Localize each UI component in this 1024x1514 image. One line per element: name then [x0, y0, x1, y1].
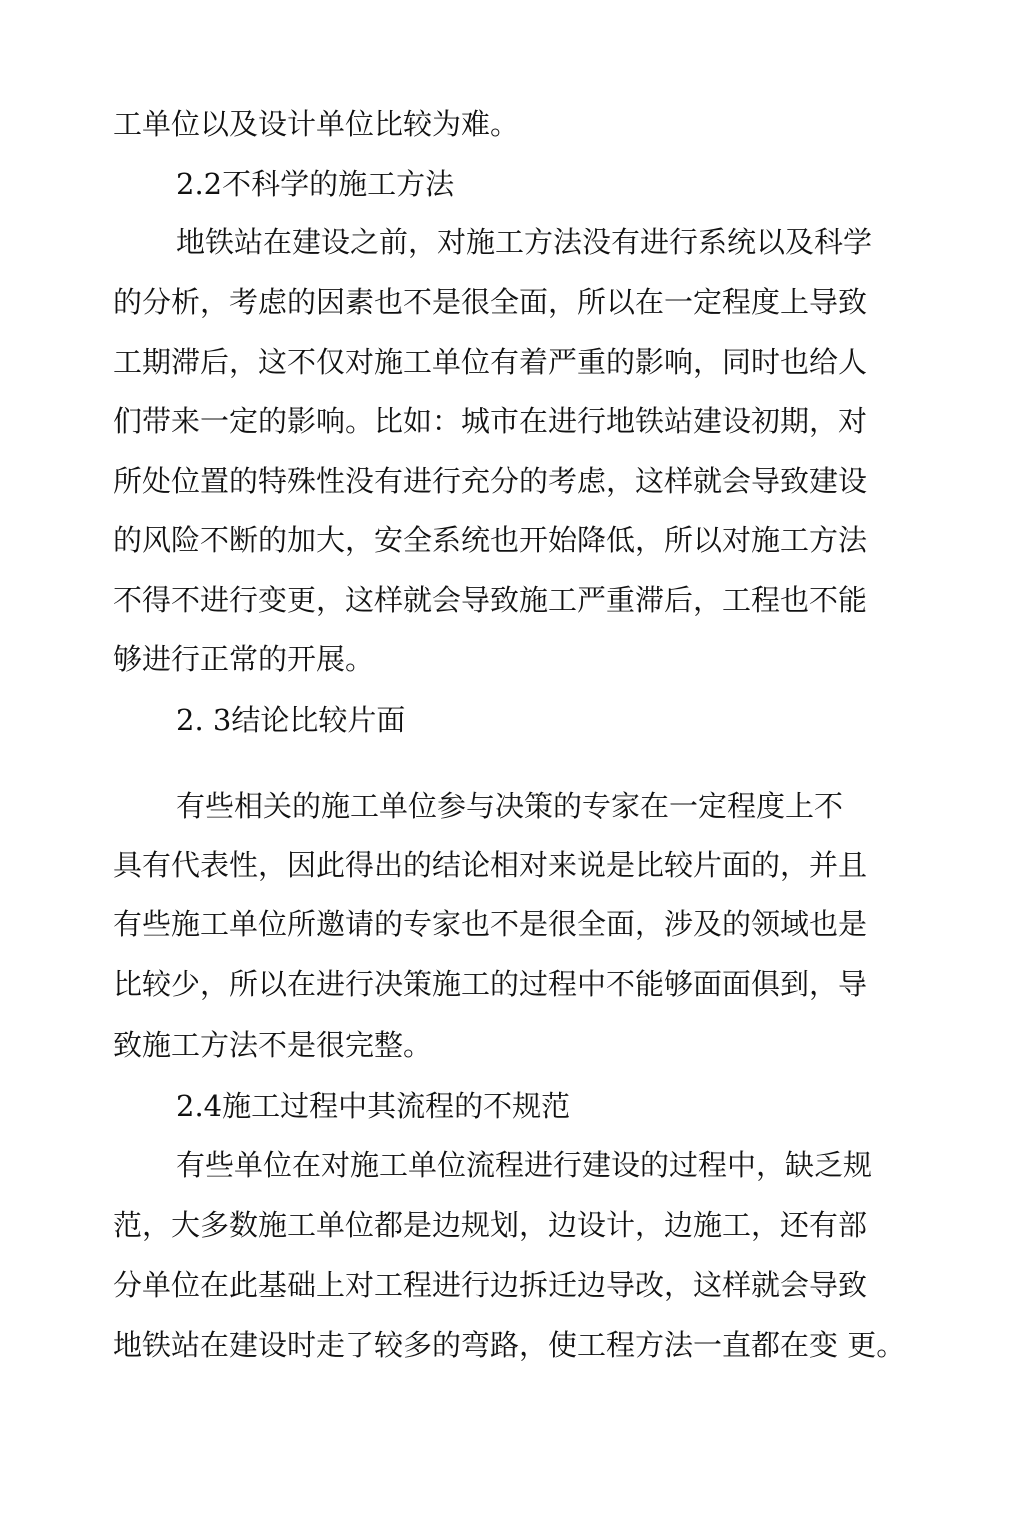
- section-heading: 2.2不科学的施工方法: [176, 167, 455, 201]
- paragraph-line: 们带来一定的影响。比如：城市在进行地铁站建设初期，对: [113, 404, 868, 438]
- paragraph-line: 分单位在此基础上对工程进行边拆迁边导改，这样就会导致: [113, 1268, 868, 1302]
- paragraph-line: 有些施工单位所邀请的专家也不是很全面，涉及的领域也是: [113, 907, 868, 941]
- section-heading: 2.4施工过程中其流程的不规范: [176, 1089, 571, 1123]
- paragraph-line: 的风险不断的加大，安全系统也开始降低，所以对施工方法: [113, 523, 868, 557]
- paragraph-line: 比较少，所以在进行决策施工的过程中不能够面面俱到，导: [113, 967, 868, 1001]
- paragraph-line: 致施工方法不是很完整。: [113, 1028, 433, 1062]
- paragraph-line: 有些单位在对施工单位流程进行建设的过程中，缺乏规: [176, 1148, 873, 1182]
- paragraph-line: 够进行正常的开展。: [113, 642, 375, 676]
- paragraph-line: 地铁站在建设之前，对施工方法没有进行系统以及科学: [176, 225, 873, 259]
- paragraph-line: 不得不进行变更，这样就会导致施工严重滞后，工程也不能: [113, 583, 868, 617]
- paragraph-line: 工期滞后，这不仅对施工单位有着严重的影响，同时也给人: [113, 345, 868, 379]
- paragraph-line: 所处位置的特殊性没有进行充分的考虑，这样就会导致建设: [113, 464, 868, 498]
- paragraph-line: 有些相关的施工单位参与决策的专家在一定程度上不: [176, 789, 844, 823]
- paragraph-line: 工单位以及设计单位比较为难。: [113, 107, 520, 141]
- paragraph-line: 的分析，考虑的因素也不是很全面，所以在一定程度上导致: [113, 285, 868, 319]
- paragraph-line: 具有代表性，因此得出的结论相对来说是比较片面的，并且: [113, 848, 868, 882]
- paragraph-line: 地铁站在建设时走了较多的弯路，使工程方法一直都在变 更。: [113, 1328, 906, 1362]
- paragraph-line: 范，大多数施工单位都是边规划，边设计，边施工，还有部: [113, 1208, 868, 1242]
- section-heading: 2. 3结论比较片面: [176, 703, 406, 737]
